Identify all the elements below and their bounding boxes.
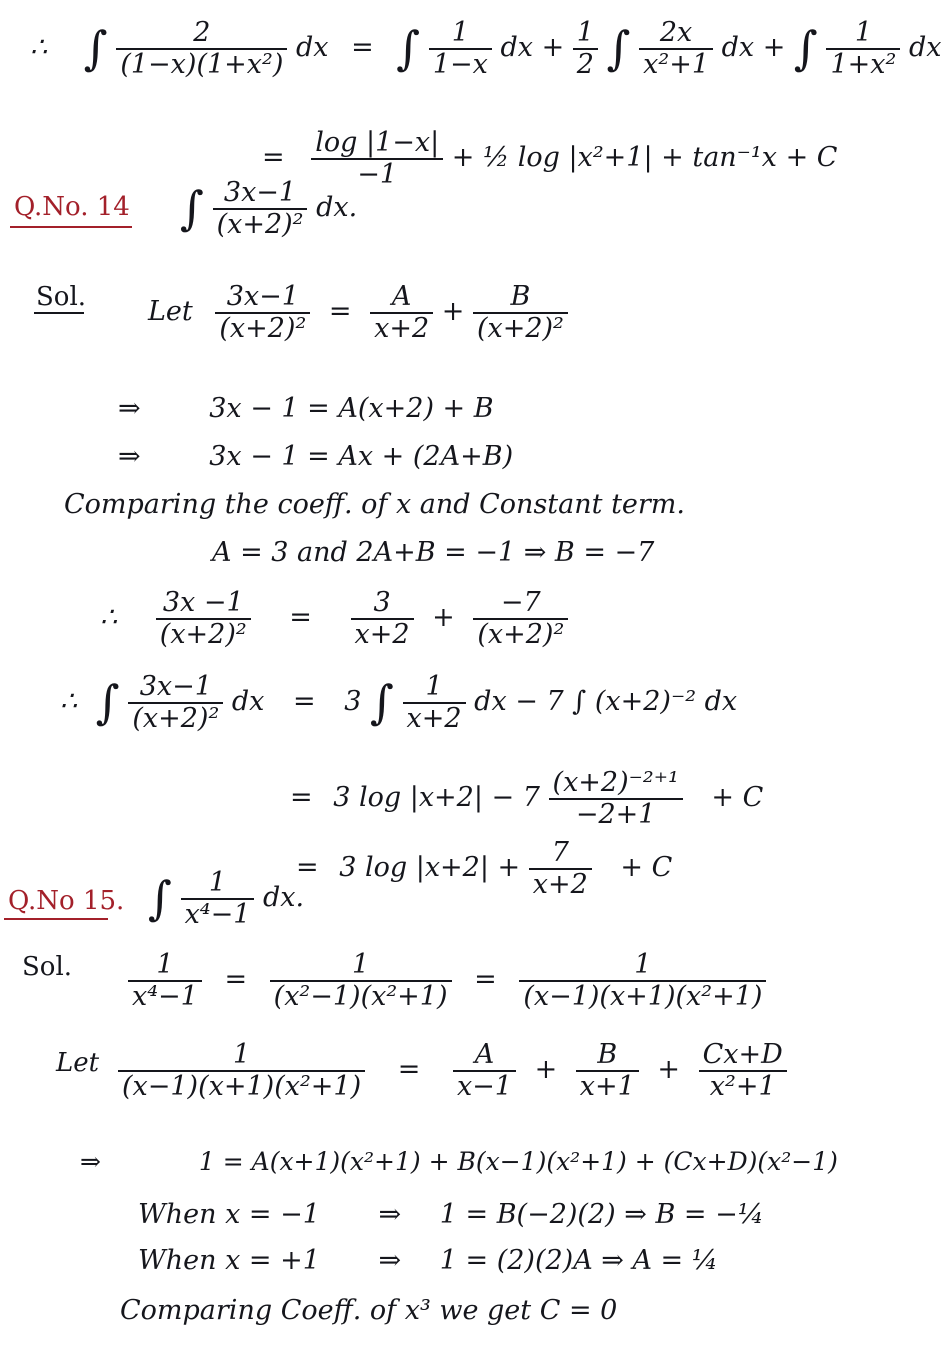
line-4: ⇒ 3x − 1 = A(x+2) + B (118, 393, 494, 424)
line-8: ∴ $\frac{3x -1}{\text{(x+2)²}}$ = $\frac{3}{x+2}$ + $\frac{-7}{\text{(x+2)²}}$ (100, 588, 568, 649)
therefore-symbol: ∴ (30, 32, 48, 64)
question-15-underline (4, 918, 108, 920)
line-17: Comparing Coeff. of x³ we get C = 0 (120, 1295, 618, 1326)
line-16: When x = +1 ⇒ 1 = (2)(2)A ⇒ A = ¼ (138, 1245, 718, 1276)
line-15: When x = −1 ⇒ 1 = B(−2)(2) ⇒ B = −¼ (138, 1199, 764, 1230)
solution-15-label: Sol. (22, 952, 73, 982)
line-3-let: Let $\frac{3x-1}{\text{(x+2)²}}$ = $\frac{A}{x+2}$ + $\frac{B}{\text{(x+2)²}}$ (148, 282, 568, 343)
line-2-result: = $\frac{\log |1-x|}{-1}$ + ½ log |x²+1| + tan⁻¹x + C (262, 127, 838, 190)
solution-label: Sol. (36, 282, 87, 312)
solution-underline (34, 312, 84, 314)
line-5: ⇒ 3x − 1 = Ax + (2A+B) (118, 441, 514, 472)
line-9: ∴ ∫ $\frac{3x-1}{\text{(x+2)²}}$ dx = 3 ∫ $\frac{1}{x+2}$ dx − 7 ∫ (x+2)⁻² dx (60, 671, 738, 734)
line-10: = 3 log |x+2| − 7 $\frac{\text{(x+2)⁻²⁺¹}}{-2+1}$ + C (290, 767, 764, 830)
line-11: = 3 log |x+2| + $\frac{7}{x+2}$ + C (296, 837, 673, 900)
question-14-integral: ∫ $\frac{3x-1}{\text{(x+2)²}}$ dx. (180, 177, 358, 240)
question-15-label: Q.No 15. (8, 886, 125, 916)
question-15-integral: ∫ $\frac{1}{\text{x⁴−1}}$ dx. (148, 867, 305, 930)
line-6-comparing: Comparing the coeff. of x and Constant term. (64, 489, 685, 520)
let-label: Let (56, 1048, 100, 1078)
line-12: $\frac{1}{\text{x⁴−1}}$ = $\frac{1}{\text{(x²−1)(x²+1)}}$ = $\frac{1}{\text{(x−1)(x+1)(x²+1)}}$ (128, 950, 766, 1011)
line-14: ⇒ 1 = A(x+1)(x²+1) + B(x−1)(x²+1) + (Cx+D)(x²−1) (80, 1147, 838, 1176)
question-14-underline (10, 226, 132, 228)
line-1-equation: ∴ ∫ $\frac{2}{\text{(1−x)(1+x²)}}$ dx = ∫ $\frac{1}{1-x}$ dx + $\frac{1}{2}$ ∫ $\frac{2x}{\text{x²+1}}$ dx + ∫ $\frac{1}{\text{1+x²}}$ dx (30, 17, 941, 80)
line-13: $\frac{1}{\text{(x−1)(x+1)(x²+1)}}$ = $\frac{A}{x-1}$ + $\frac{B}{x+1}$ + $\frac{Cx+D}{\text{x²+1}}$ (118, 1040, 787, 1101)
fraction: $\frac{2}{\text{(1−x)(1+x²)}}$ (116, 18, 287, 79)
integral-sign: ∫ (83, 21, 108, 76)
question-14-label: Q.No. 14 (14, 192, 130, 222)
line-7-values: A = 3 and 2A+B = −1 ⇒ B = −7 (212, 537, 655, 568)
